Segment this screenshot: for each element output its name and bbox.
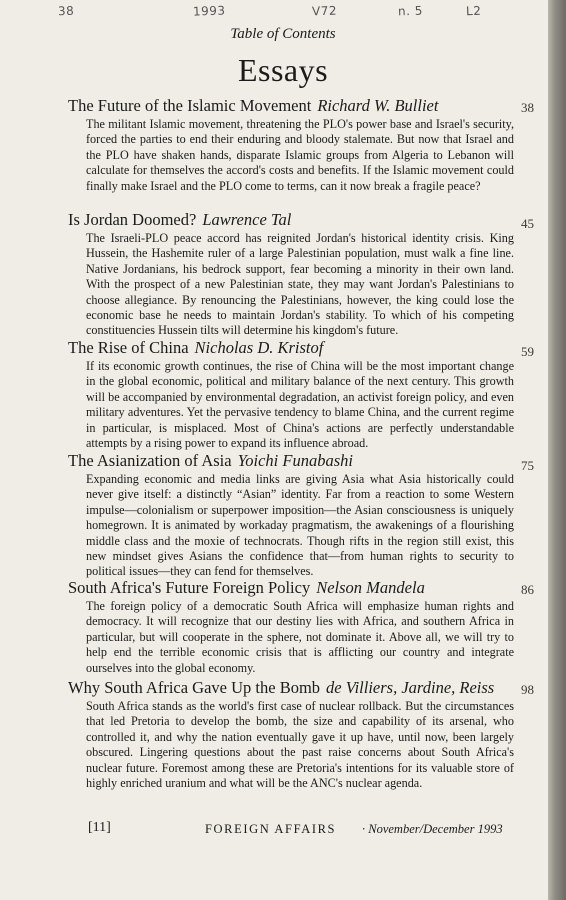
essay-title: Is Jordan Doomed? bbox=[68, 210, 197, 229]
footer-issue-date: · November/December 1993 bbox=[362, 822, 503, 836]
footer-publication: FOREIGN AFFAIRS bbox=[205, 822, 337, 836]
essay-description: South Africa stands as the world's first case of nuclear rollback. But the circumstances that led Pretoria to develop the bomb, the size and capability of its arsenal, who controlled it, and why the nation eventually gave it up have, until now, been largely obscured. Lingering questions about the past raise concerns about South Africa's nuclear future. Foremost among these are Pretoria's intentions for its valuable store of highly enriched uranium and what will be the ANC's nuclear agenda. bbox=[86, 699, 514, 791]
handwritten-note: n. 5 bbox=[397, 3, 424, 19]
handwritten-note: L2 bbox=[465, 3, 482, 19]
essay-page-number: 59 bbox=[521, 344, 534, 359]
essay-title: Why South Africa Gave Up the Bomb bbox=[68, 678, 321, 697]
essay-author: de Villiers, Jardine, Reiss bbox=[326, 678, 495, 697]
essay-author: Yoichi Funabashi bbox=[237, 451, 353, 470]
essay-heading bbox=[68, 96, 514, 116]
essay-entry bbox=[68, 578, 514, 676]
handwritten-note: V72 bbox=[311, 3, 338, 19]
essay-description: The foreign policy of a democratic South Africa will emphasize human rights and democracy. It will recognize that our destiny lies with Africa, and southern Africa in particular, but will cooperate in the sphere, not dominate it. Above all, we will try to help end the terrible economic crisis that is afflicting our country and integrate ourselves into the global economy. bbox=[86, 599, 514, 675]
essay-page-number: 75 bbox=[521, 458, 534, 473]
essay-description: The Israeli-PLO peace accord has reignited Jordan's historical identity crisis. King Hussein, the Hashemite ruler of a large Palestinian population, must walk a fine line. Native Jordanians, his bedrock support, fear becoming a minority in their own land. With the prospect of a new Palestinian state, they may want Jordan's Palestinians to choose allegiance. By renouncing the Palestinians, however, the king could lose the economic base he needs to maintain Jordan's stability. To which of his competing constituencies Hussein tilts will determine his kingdom's future. bbox=[86, 231, 514, 338]
handwritten-note: 1993 bbox=[192, 3, 226, 19]
essay-author: Nicholas D. Kristof bbox=[194, 338, 324, 357]
essay-page-number: 86 bbox=[521, 582, 534, 597]
essay-entry bbox=[68, 338, 514, 451]
essay-heading bbox=[68, 338, 514, 358]
essay-description: The militant Islamic movement, threatening the PLO's power base and Israel's security, forced the parties to end their enduring and bloody stalemate. But now that Israel and the PLO have shaken hands, disparate Islamic groups from Algeria to Lebanon will calculate for themselves the accord's costs and benefits. If the Islamic movement could finally make Israel and the PLO come to terms, can it now break a fragile peace? bbox=[86, 117, 514, 193]
essay-title: The Rise of China bbox=[68, 338, 189, 357]
essay-heading bbox=[68, 451, 514, 471]
essay-title: The Asianization of Asia bbox=[68, 451, 232, 470]
essay-heading bbox=[68, 678, 514, 698]
essay-entry bbox=[68, 96, 514, 194]
essay-heading bbox=[68, 578, 514, 598]
essay-entry bbox=[68, 678, 514, 791]
footer-page-number: [11] bbox=[88, 820, 111, 835]
essay-description: Expanding economic and media links are giving Asia what Asia historically could never give itself: a distinctly “Asian” identity. Far from a reaction to some Western impulse—colonialism or superpower imposition—the Asian consciousness is uniquely homegrown. It is animated by workaday pragmatism, the awakenings of a flourishing middle class and the moxie of technocrats. Though rifts in the region still exist, this new mindset gives Asians the confidence that—from human rights to security to political issues—they can fend for themselves. bbox=[86, 472, 514, 579]
toc-label: Table of Contents bbox=[230, 26, 336, 42]
essay-page-number: 45 bbox=[521, 216, 534, 231]
essay-title: The Future of the Islamic Movement bbox=[68, 96, 312, 115]
essay-author: Lawrence Tal bbox=[202, 210, 292, 229]
essay-title: South Africa's Future Foreign Policy bbox=[68, 578, 311, 597]
book-gutter bbox=[548, 0, 566, 900]
essay-page-number: 38 bbox=[521, 100, 534, 115]
essay-heading bbox=[68, 210, 514, 230]
handwritten-note: 38 bbox=[57, 3, 75, 19]
essay-author: Nelson Mandela bbox=[316, 578, 425, 597]
essay-entry bbox=[68, 451, 514, 580]
essay-page-number: 98 bbox=[521, 682, 534, 697]
essay-entry bbox=[68, 210, 514, 339]
section-title: Essays bbox=[237, 52, 329, 88]
essay-description: If its economic growth continues, the rise of China will be the most important change in the global economic, political and military balance of the next century. This growth will be accompanied by environmental degradation, an activist foreign policy, and even military adventures. Yet the pervasive tendency to blame China, and the current regime in particular, is misplaced. Most of China's actions are perfectly understandable attempts by a rising power to expand its influence abroad. bbox=[86, 359, 514, 451]
essay-author: Richard W. Bulliet bbox=[317, 96, 439, 115]
